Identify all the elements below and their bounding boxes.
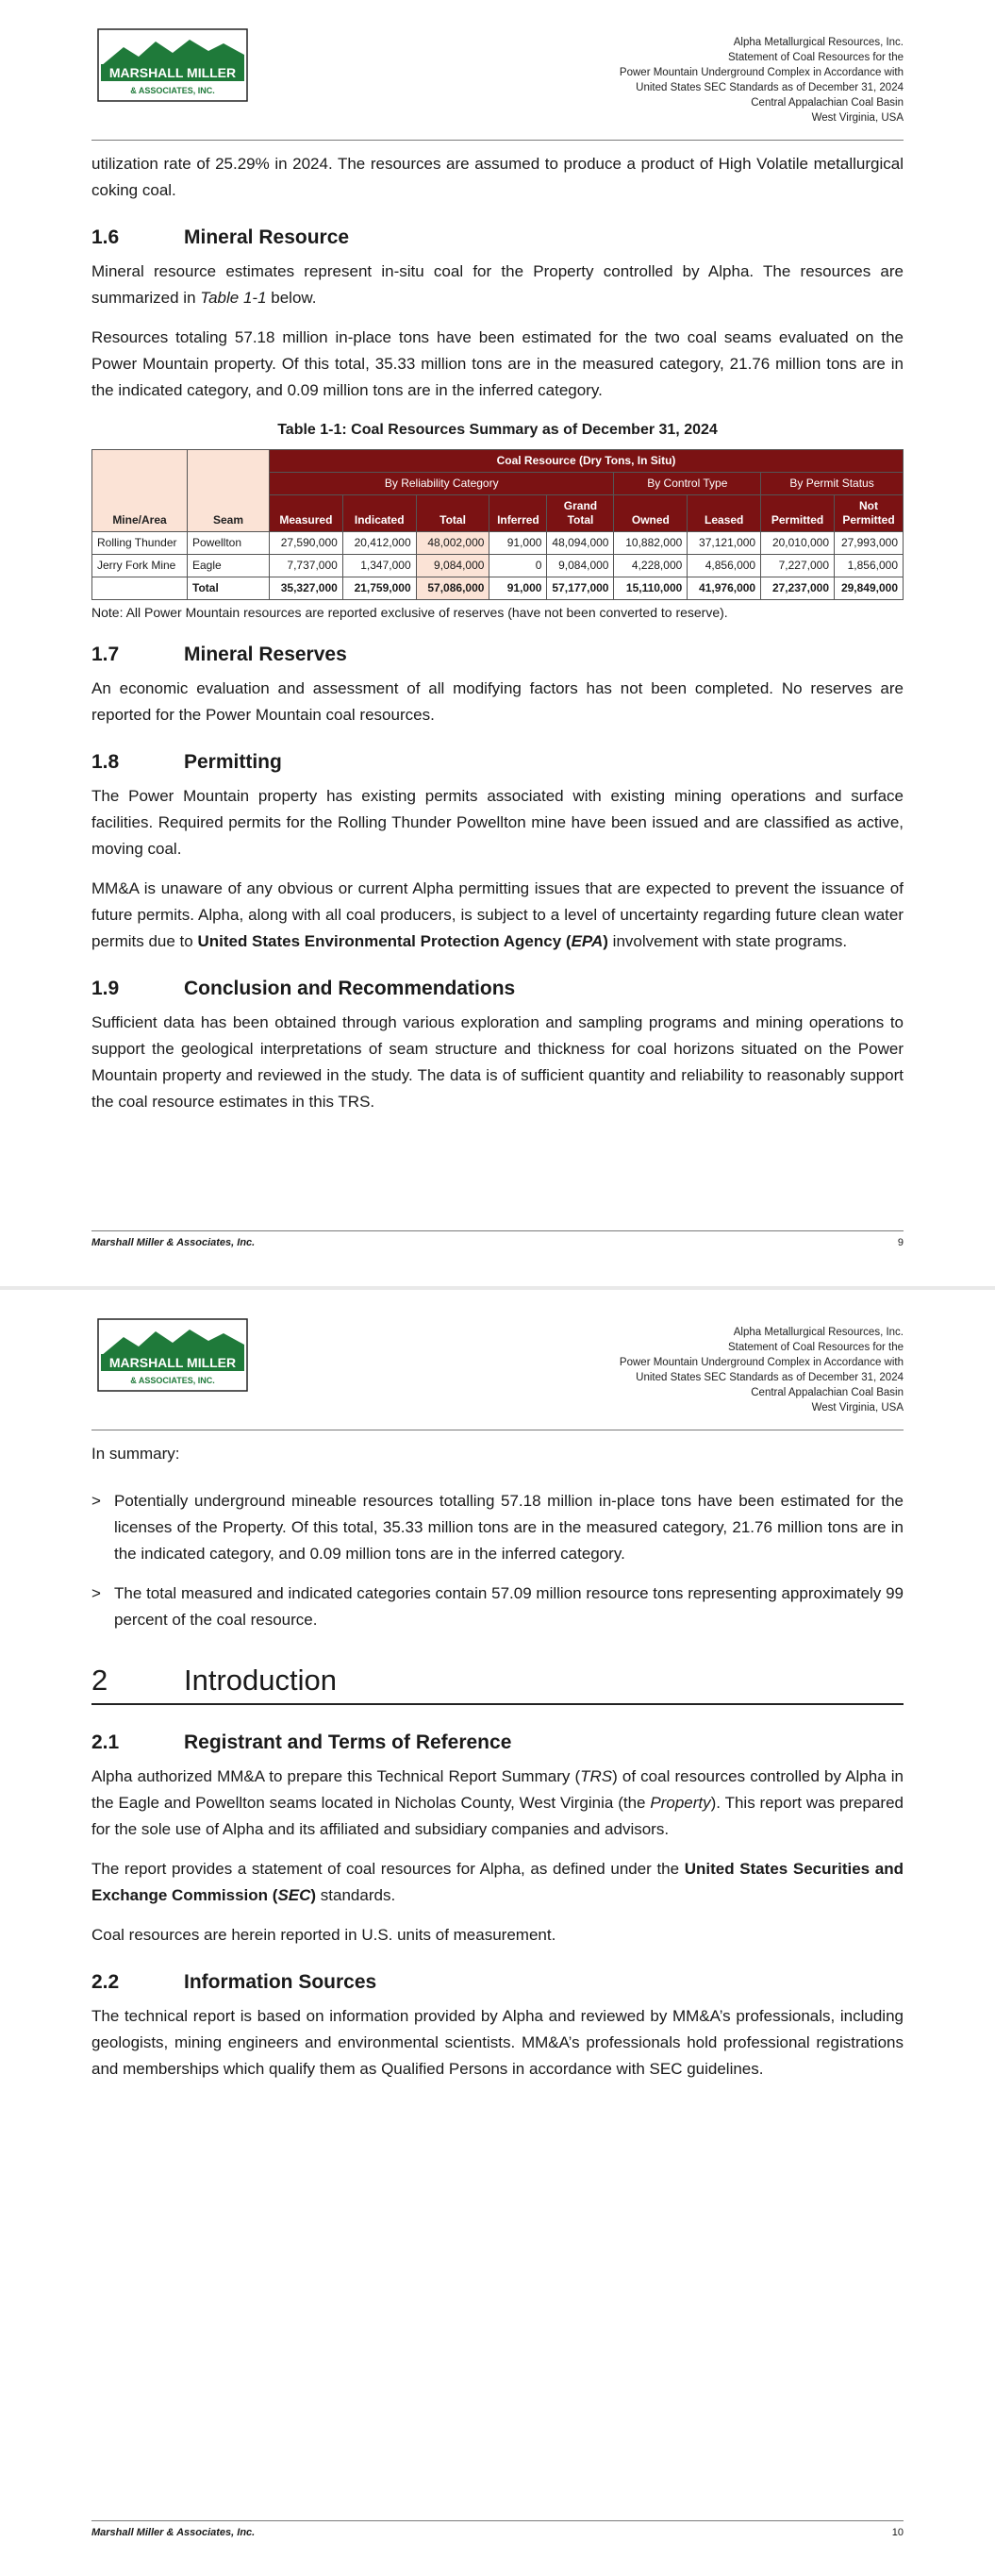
page-number: 9 (897, 1237, 904, 1248)
cell-permitted: 7,227,000 (761, 555, 835, 577)
table-row (92, 532, 904, 555)
cell-permitted: 27,237,000 (761, 577, 835, 600)
cell-measured: 35,327,000 (270, 577, 343, 600)
section-heading-1-8: 1.8 Permitting (91, 751, 282, 773)
cell-measured: 7,737,000 (270, 555, 343, 577)
col-header-seam: Seam (188, 450, 270, 532)
paragraph: Alpha authorized MM&A to prepare this Technical Report Summary (TRS) of coal resources controlled by Alpha in the Eagle and Powellton seams located in Nicholas County, West Virginia (the Property). This report was prepared for the sole use of Alpha and its affiliated and subsidiary companies and advisors. (91, 1767, 904, 1838)
bullet-marker: > (91, 1584, 101, 1602)
cell-grand-total: 57,177,000 (547, 577, 614, 600)
paragraph: The report provides a statement of coal resources for Alpha, as defined under the United States Securities and Exchange Commission (SEC) standards. (91, 1860, 904, 1904)
company-logo (97, 28, 248, 102)
header-line: West Virginia, USA (811, 1402, 904, 1413)
header-line: Power Mountain Underground Complex in Accordance with (619, 67, 904, 78)
col-header-mine: Mine/Area (92, 450, 188, 532)
cell-leased: 41,976,000 (688, 577, 761, 600)
cell-grand-total: 9,084,000 (547, 555, 614, 577)
page-header (91, 28, 904, 141)
col-header-not-permitted: Not Permitted (835, 495, 904, 532)
svg-text:MARSHALL MILLER: MARSHALL MILLER (108, 1355, 237, 1370)
table-caption: Table 1-1: Coal Resources Summary as of December 31, 2024 (277, 422, 718, 438)
col-header-leased: Leased (688, 495, 761, 532)
list-item: > Potentially underground mineable resources totalling 57.18 million in-place tons have been estimated for the licenses of the Property. Of this total, 35.33 million tons are in the measured category, 21.76 million tons are in the indicated category, and 0.09 million tons are in the inferred category. (91, 1488, 904, 1567)
svg-text:& ASSOCIATES, INC.: & ASSOCIATES, INC. (130, 86, 215, 95)
cell-indicated: 21,759,000 (342, 577, 416, 600)
paragraph: An economic evaluation and assessment of all modifying factors has not been completed. No reserves are reported for the Power Mountain coal resources. (91, 679, 904, 724)
paragraph: Resources totaling 57.18 million in-place tons have been estimated for the two coal seams evaluated on the Power Mountain property. Of this total, 35.33 million tons are in the measured category, 21.76 million tons are in the indicated category, and 0.09 million tons are in the inferred category. (91, 328, 904, 399)
header-line: Statement of Coal Resources for the (727, 1342, 904, 1353)
coal-resources-table (91, 449, 904, 600)
group-header-reliability: By Reliability Category (270, 473, 614, 495)
header-line: Central Appalachian Coal Basin (751, 97, 904, 109)
cell-mine: Rolling Thunder (92, 532, 188, 555)
col-header-measured: Measured (270, 495, 343, 532)
cell-permitted: 20,010,000 (761, 532, 835, 555)
section-heading-1-7: 1.7 Mineral Reserves (91, 644, 347, 665)
cell-inferred: 91,000 (489, 577, 547, 600)
header-company: Alpha Metallurgical Resources, Inc. (733, 1327, 904, 1338)
header-company: Alpha Metallurgical Resources, Inc. (733, 37, 904, 48)
cell-indicated: 20,412,000 (342, 532, 416, 555)
cell-total: 48,002,000 (416, 532, 489, 555)
cell-owned: 4,228,000 (614, 555, 688, 577)
header-line: Statement of Coal Resources for the (727, 52, 904, 63)
col-header-owned: Owned (614, 495, 688, 532)
page-content (91, 1441, 904, 2096)
header-line: United States SEC Standards as of December 31, 2024 (636, 1372, 904, 1383)
cell-indicated: 1,347,000 (342, 555, 416, 577)
col-header-grand-total: Grand Total (547, 495, 614, 532)
table-reference: Table 1-1 (200, 289, 267, 307)
page-footer (91, 1230, 904, 1248)
bullet-marker: > (91, 1492, 101, 1510)
cell-not-permitted: 27,993,000 (835, 532, 904, 555)
abbreviation-epa: EPA (571, 932, 604, 950)
cell-not-permitted: 1,856,000 (835, 555, 904, 577)
paragraph: In summary: (91, 1445, 180, 1463)
list-item: > The total measured and indicated categories contain 57.09 million resource tons representing approximately 99 percent of the coal resource. (91, 1581, 904, 1633)
header-line: West Virginia, USA (811, 112, 904, 124)
table-note: Note: All Power Mountain resources are reported exclusive of reserves (have not been converted to reserve). (91, 605, 728, 620)
cell-total: 9,084,000 (416, 555, 489, 577)
section-heading-2-2: 2.2 Information Sources (91, 1971, 377, 1993)
section-heading-2-1: 2.1 Registrant and Terms of Reference (91, 1731, 512, 1753)
table-row (92, 555, 904, 577)
cell-total-label: Total (188, 577, 270, 600)
table-total-row (92, 577, 904, 600)
group-header-permit: By Permit Status (761, 473, 904, 495)
header-text (620, 1325, 904, 1415)
header-line: Power Mountain Underground Complex in Accordance with (619, 1357, 904, 1368)
col-header-indicated: Indicated (342, 495, 416, 532)
summary-list (91, 1488, 904, 1633)
group-header-control: By Control Type (614, 473, 761, 495)
footer-company: Marshall Miller & Associates, Inc. (91, 2527, 256, 2538)
header-line: United States SEC Standards as of December 31, 2024 (636, 82, 904, 93)
paragraph: Sufficient data has been obtained through various exploration and sampling programs and mining operations to support the geological interpretations of seam structure and thickness for coal horizons situated on the Power Mountain property and reviewed in the study. The data is of sufficient quantity and reliability to reasonably support the coal resource estimates in this TRS. (91, 1013, 904, 1111)
cell-grand-total: 48,094,000 (547, 532, 614, 555)
company-logo (97, 1318, 248, 1392)
svg-text:& ASSOCIATES, INC.: & ASSOCIATES, INC. (130, 1376, 215, 1385)
page-header (91, 1318, 904, 1430)
paragraph: Coal resources are herein reported in U.S. units of measurement. (91, 1926, 556, 1944)
chapter-heading-2: 2 Introduction (91, 1660, 904, 1705)
cell-seam: Powellton (188, 532, 270, 555)
paragraph: MM&A is unaware of any obvious or current Alpha permitting issues that are expected to prevent the issuance of future permits. Alpha, along with all coal producers, is subject to a level of uncertainty regarding future clean water permits due to United States Environmental Protection Agency (EPA) involvement with state programs. (91, 879, 904, 950)
cell-mine: Jerry Fork Mine (92, 555, 188, 577)
page-10 (0, 1290, 995, 2576)
footer-company: Marshall Miller & Associates, Inc. (91, 1237, 256, 1248)
cell-seam: Eagle (188, 555, 270, 577)
col-header-permitted: Permitted (761, 495, 835, 532)
paragraph: The technical report is based on information provided by Alpha and reviewed by MM&A’s professionals, including geologists, mining engineers and environmental scientists. MM&A’s professionals hold professional registrations and memberships which qualify them as Qualified Persons in accordance with SEC guidelines. (91, 2007, 904, 2078)
cell-leased: 37,121,000 (688, 532, 761, 555)
page-number: 10 (891, 2527, 904, 2538)
page-9 (0, 0, 995, 1286)
abbreviation-trs: TRS (580, 1767, 613, 1785)
abbreviation-sec: SEC (277, 1886, 311, 1904)
col-header-total: Total (416, 495, 489, 532)
cell-measured: 27,590,000 (270, 532, 343, 555)
header-line: Central Appalachian Coal Basin (751, 1387, 904, 1398)
page-content (91, 151, 904, 1129)
group-header-coal-resource: Coal Resource (Dry Tons, In Situ) (270, 450, 904, 473)
cell-owned: 10,882,000 (614, 532, 688, 555)
term-property: Property (650, 1794, 711, 1812)
cell-owned: 15,110,000 (614, 577, 688, 600)
svg-text:MARSHALL MILLER: MARSHALL MILLER (108, 65, 237, 80)
cell-inferred: 0 (489, 555, 547, 577)
cell-inferred: 91,000 (489, 532, 547, 555)
cell-mine (92, 577, 188, 600)
paragraph: utilization rate of 25.29% in 2024. The resources are assumed to produce a product of High Volatile metallurgical coking coal. (91, 155, 904, 199)
section-heading-1-9: 1.9 Conclusion and Recommendations (91, 978, 516, 999)
paragraph: The Power Mountain property has existing permits associated with existing mining operations and surface facilities. Required permits for the Rolling Thunder Powellton mine have been issued and are classified as active, moving coal. (91, 787, 904, 858)
header-text (620, 35, 904, 125)
cell-leased: 4,856,000 (688, 555, 761, 577)
section-heading-1-6: 1.6 Mineral Resource (91, 226, 350, 248)
paragraph: Mineral resource estimates represent in-situ coal for the Property controlled by Alpha. The resources are summarized in Table 1-1 below. (91, 262, 904, 307)
cell-not-permitted: 29,849,000 (835, 577, 904, 600)
page-footer (91, 2520, 904, 2538)
col-header-inferred: Inferred (489, 495, 547, 532)
cell-total: 57,086,000 (416, 577, 489, 600)
